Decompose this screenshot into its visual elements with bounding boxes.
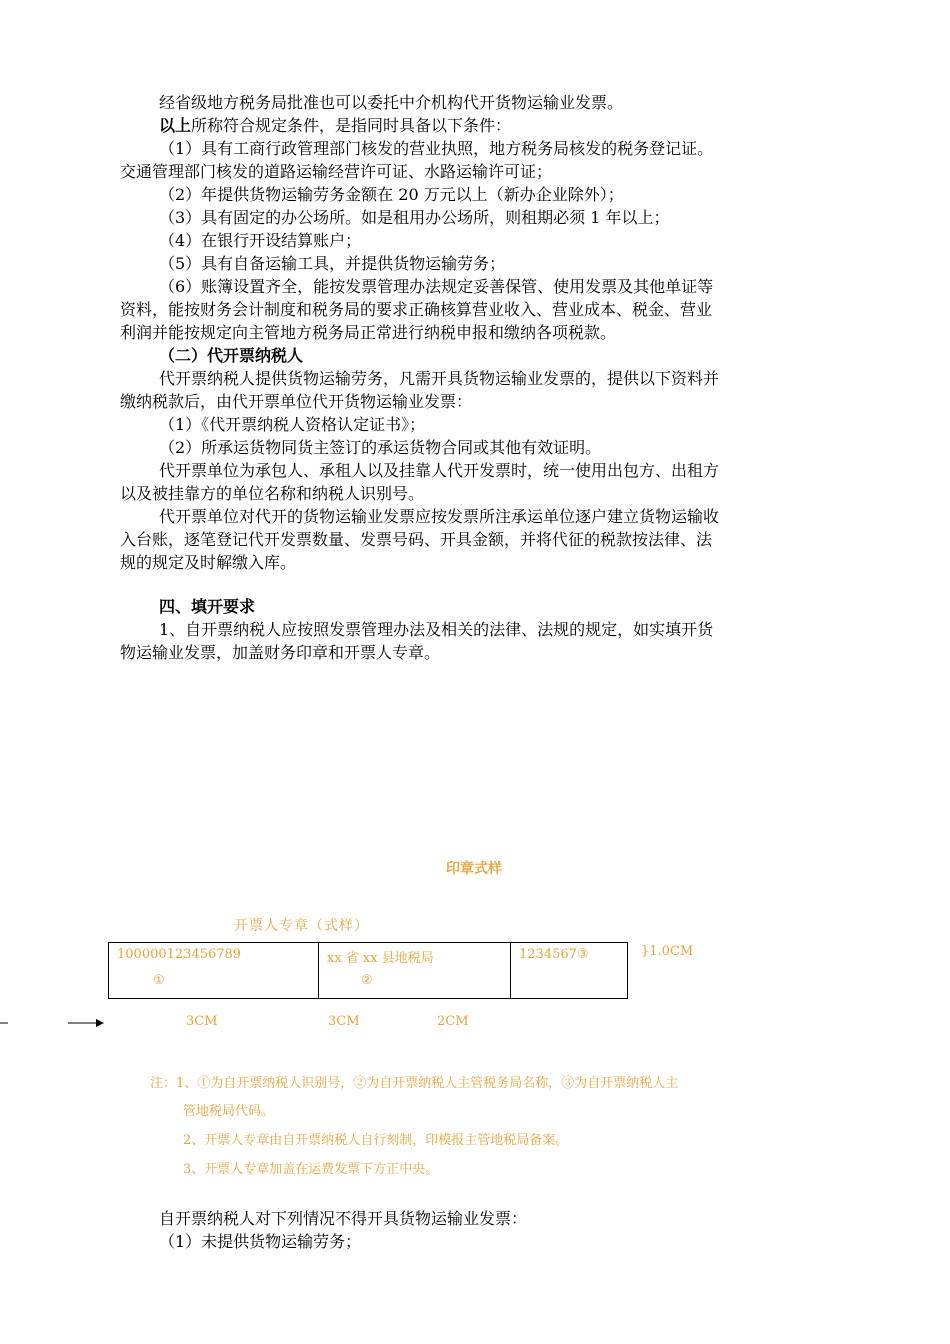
paragraph-line: （1）具有工商行政管理部门核发的营业执照，地方税务局核发的税务登记证。 xyxy=(159,139,714,158)
paragraph-line: 经省级地方税务局批准也可以委托中介机构代开货物运输业发票。 xyxy=(159,93,624,112)
section-heading: 四、填开要求 xyxy=(159,597,256,616)
dimension-label: 3CM xyxy=(186,1014,218,1029)
paragraph-line: 物运输业发票，加盖财务印章和开票人专章。 xyxy=(120,643,441,662)
paragraph-line: 以及被挂靠方的单位名称和纳税人识别号。 xyxy=(120,484,425,503)
paragraph-line: 代开票单位对代开的货物运输业发票应按发票所注承运单位逐户建立货物运输收 xyxy=(159,507,720,526)
seal-cell-number: ① xyxy=(153,973,165,988)
seal-diagram xyxy=(108,942,628,999)
section-heading: （二）代开票纳税人 xyxy=(159,346,304,365)
paragraph-line: （1）未提供货物运输劳务； xyxy=(159,1232,362,1251)
seal-caption: 开票人专章（式样） xyxy=(234,918,369,934)
paragraph-line: 利润并能按规定向主管地方税务局正常进行纳税申报和缴纳各项税款。 xyxy=(120,323,617,342)
seal-cell-text: 100000123456789 xyxy=(117,947,242,962)
paragraph-line: 自开票纳税人对下列情况不得开具货物运输业发票： xyxy=(159,1209,528,1228)
note-line: 2、开票人专章由自开票纳税人自行刻制，印模报主管地税局备案。 xyxy=(183,1133,569,1148)
dimension-label: 3CM xyxy=(328,1014,360,1029)
seal-cell-text: xx 省 xx 县地税局 xyxy=(327,951,434,966)
bold-prefix: 以上 xyxy=(159,116,192,135)
paragraph-line: 缴纳税款后，由代开票单位代开货物运输业发票： xyxy=(120,392,473,411)
paragraph-line: （6）账簿设置齐全，能按发票管理办法规定妥善保管、使用发票及其他单证等 xyxy=(159,277,714,296)
seal-cell-bureau-code xyxy=(511,943,627,998)
dimension-label: 2CM xyxy=(437,1014,469,1029)
paragraph-line: （2）所承运货物同货主签订的承运货物合同或其他有效证明。 xyxy=(159,438,602,457)
note-line: 管地税局代码。 xyxy=(183,1104,275,1119)
paragraph-line: （3）具有固定的办公场所。如是租用办公场所，则租期必须 1 年以上； xyxy=(159,208,670,227)
paragraph-line: 资料，能按财务会计制度和税务局的要求正确核算营业收入、营业成本、税金、营业 xyxy=(120,300,713,319)
seal-cell-taxpayer-id xyxy=(109,943,319,998)
paragraph-line: （1）《代开票纳税人资格认定证书》； xyxy=(159,415,426,434)
paragraph-line: 代开票纳税人提供货物运输劳务，凡需开具货物运输业发票的，提供以下资料并 xyxy=(159,369,720,388)
paragraph-line: 入台账，逐笔登记代开发票数量、发票号码、开具金额，并将代征的税款按法律、法 xyxy=(120,530,713,549)
paragraph-line: 以上所称符合规定条件，是指同时具备以下条件： xyxy=(159,116,512,135)
paragraph-line: 1、自开票纳税人应按照发票管理办法及相关的法律、法规的规定，如实填开货 xyxy=(159,620,714,639)
seal-height-label: }1.0CM xyxy=(641,944,694,959)
paragraph-line: 代开票单位为承包人、承租人以及挂靠人代开发票时，统一使用出包方、出租方 xyxy=(159,461,720,480)
note-line: 3、开票人专章加盖在运费发票下方正中央。 xyxy=(183,1162,439,1177)
paragraph-line: （5）具有自备运输工具，并提供货物运输劳务； xyxy=(159,254,506,273)
seal-sample-title: 印章式样 xyxy=(446,861,502,877)
paragraph-line: （2）年提供货物运输劳务金额在 20 万元以上（新办企业除外）； xyxy=(159,185,624,204)
seal-cell-tax-bureau xyxy=(319,943,511,998)
seal-cell-number: ② xyxy=(361,973,373,988)
paragraph-line: （4）在银行开设结算账户； xyxy=(159,231,362,250)
width-arrow-icon xyxy=(0,1016,110,1030)
seal-cell-text: 1234567③ xyxy=(519,947,589,962)
paragraph-line: 交通管理部门核发的道路运输经营许可证、水路运输许可证； xyxy=(120,162,553,181)
note-line: 注：1、①为自开票纳税人识别号，②为自开票纳税人主管税务局名称，③为自开票纳税人主 xyxy=(150,1076,679,1091)
paragraph-line: 规的规定及时解缴入库。 xyxy=(120,553,297,572)
